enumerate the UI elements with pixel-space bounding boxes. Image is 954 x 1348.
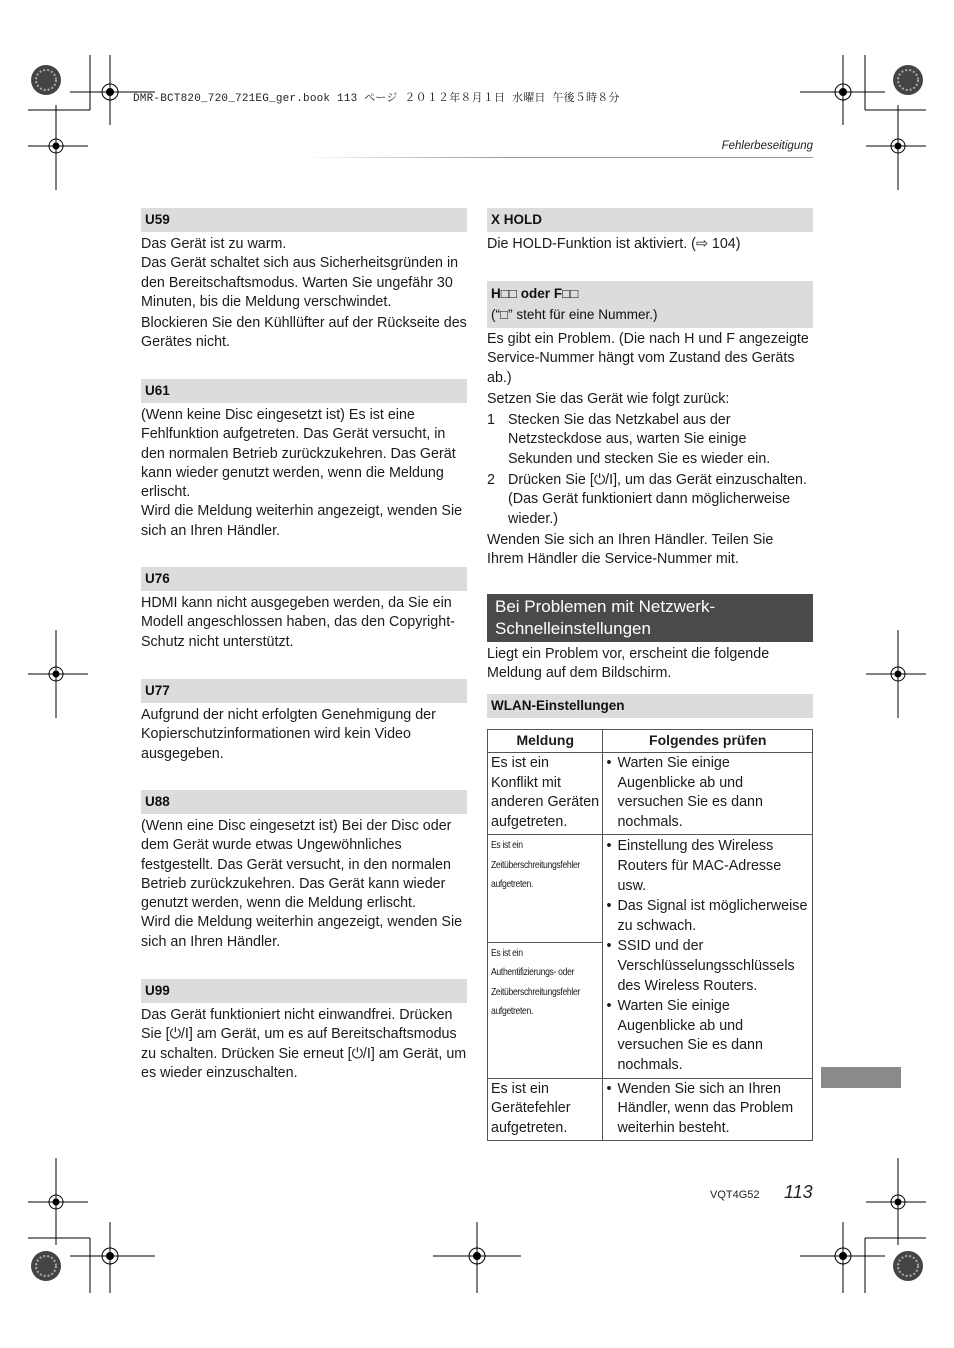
closing-note: Wenden Sie sich an Ihren Händler. Teilen Sie Ihrem Händler die Service-Nummer mit. [487, 531, 774, 568]
error-u76 [141, 567, 467, 652]
error-code-bar: U77 [141, 679, 467, 703]
table-cell-message: Es ist ein Authentifizierungs- oder Zeitüberschreitungsfehler aufgetreten. [488, 942, 603, 1078]
error-code-bar: U59 [141, 208, 467, 232]
error-description: Aufgrund der nicht erfolgten Genehmigung der Kopierschutzinformationen wird kein Video ausgegeben. [141, 707, 436, 762]
error-u88 [141, 790, 467, 952]
table-cell-checks: • Wenden Sie sich an Ihren Händler, wenn das Problem weiterhin besteht. [603, 1078, 813, 1141]
error-code-bar: X HOLD [487, 208, 813, 232]
section-label: Fehlerbeseitigung [721, 140, 813, 152]
table-cell-checks: • Einstellung des Wireless Routers für MAC-Adresse usw. • Das Signal ist möglicherweise zu schwach. • SSID und der Verschlüsselungsschlüssels des Wireless Routers. • Warten Sie einige Augenblicke ab und versuchen Sie es dann nochmals. [603, 835, 813, 1078]
error-u61 [141, 379, 467, 541]
error-code-bar: U61 [141, 379, 467, 403]
subsection-bar: WLAN-Einstellungen [487, 694, 813, 718]
page-number: 113 [784, 1182, 813, 1202]
error-code-bar: U76 [141, 567, 467, 591]
error-description: Blockieren Sie den Kühllüfter auf der Rückseite des Gerätes nicht. [141, 315, 467, 351]
error-code-bar [487, 281, 813, 328]
error-description: HDMI kann nicht ausgegeben werden, da Sie ein Modell angeschlossen haben, das den Copyright-Schutz nicht unterstützt. [141, 595, 455, 650]
wlan-settings [487, 694, 813, 718]
error-hf [487, 281, 813, 570]
error-u59 [141, 208, 467, 353]
table-row [488, 1078, 813, 1141]
section-intro: Liegt ein Problem vor, erscheint die folgende Meldung auf dem Bildschirm. [487, 646, 770, 682]
network-section [487, 594, 813, 684]
error-code-bar: U99 [141, 979, 467, 1003]
wlan-table [487, 729, 813, 1141]
section-heading: Bei Problemen mit Netzwerk-Schnelleinstellungen [487, 594, 813, 642]
table-row [488, 835, 813, 942]
error-code-title: H□□ oder F□□ [491, 286, 579, 301]
error-description: (Wenn keine Disc eingesetzt ist) Es ist eine Fehlfunktion aufgetreten. Das Gerät versucht, in den normalen Betrieb zurückzukehren. Das Gerät kann wieder genutzt werden, wenn die Meldung erlischt. Wird die Meldung weiterhin angezeigt, wenden Sie sich an Ihren Händler. [141, 407, 463, 539]
header-rule [300, 157, 813, 158]
error-code-bar: U88 [141, 790, 467, 814]
error-description: Es gibt ein Problem. (Die nach H und F angezeigte Service-Nummer hängt vom Zustand des Geräts ab.) [487, 331, 809, 386]
reset-steps [487, 411, 813, 529]
table-cell-checks: • Warten Sie einige Augenblicke ab und versuchen Sie es dann nochmals. [603, 753, 813, 835]
error-description: Das Gerät ist zu warm. Das Gerät schaltet sich aus Sicherheitsgründen in den Bereitschaftsmodus. Warten Sie ungefähr 30 Minuten, bis die Meldung verschwindet. [141, 236, 459, 310]
chapter-tab [821, 1067, 901, 1088]
error-xhold [487, 208, 813, 254]
table-cell-message: Es ist ein Gerätefehler aufgetreten. [488, 1078, 603, 1141]
column-header: Meldung [488, 730, 603, 753]
column-header: Folgendes prüfen [603, 730, 813, 753]
error-u99 [141, 979, 467, 1083]
table-cell-message: Es ist ein Konflikt mit anderen Geräten aufgetreten. [488, 753, 603, 835]
error-u77 [141, 679, 467, 764]
list-item: 1 Stecken Sie das Netzkabel aus der Netzsteckdose aus, warten Sie einige Sekunden und stecken Sie es wieder ein. [487, 412, 771, 467]
error-description: (Wenn eine Disc eingesetzt ist) Bei der Disc oder dem Gerät wurde etwas Ungewöhnliches festgestellt. Das Gerät versucht, in den normalen Betrieb zurückzukehren. Das Gerät kann wieder genutzt werden, wenn die Meldung erlischt. Wird die Meldung weiterhin angezeigt, wenden Sie sich an Ihren Händler. [141, 818, 463, 950]
print-header: DMR-BCT820_720_721EG_ger.book 113 ページ ２０１２年８月１日 水曜日 午後５時８分 [133, 93, 620, 105]
error-description: Das Gerät funktioniert nicht einwandfrei. Drücken Sie [⏻/I] am Gerät, um es auf Bereitschaftsmodus zu schalten. Drücken Sie erneut [⏻/I] am Gerät, um es wieder einzuschalten. [141, 1007, 467, 1081]
list-item: 2 Drücken Sie [⏻/I], um das Gerät einzuschalten. (Das Gerät funktioniert dann möglicherweise wieder.) [487, 472, 807, 527]
document-code: VQT4G52 [710, 1189, 760, 1201]
reset-instruction: Setzen Sie das Gerät wie folgt zurück: [487, 390, 730, 407]
table-header-row [488, 730, 813, 753]
error-code-subtitle: (“□” steht für eine Nummer.) [491, 307, 658, 322]
table-row [488, 753, 813, 835]
table-cell-message: Es ist ein Zeitüberschreitungsfehler aufgetreten. [488, 835, 603, 942]
wlan-table-wrap [487, 729, 813, 1141]
error-description: Die HOLD-Funktion ist aktiviert. (⇨ 104) [487, 236, 741, 252]
